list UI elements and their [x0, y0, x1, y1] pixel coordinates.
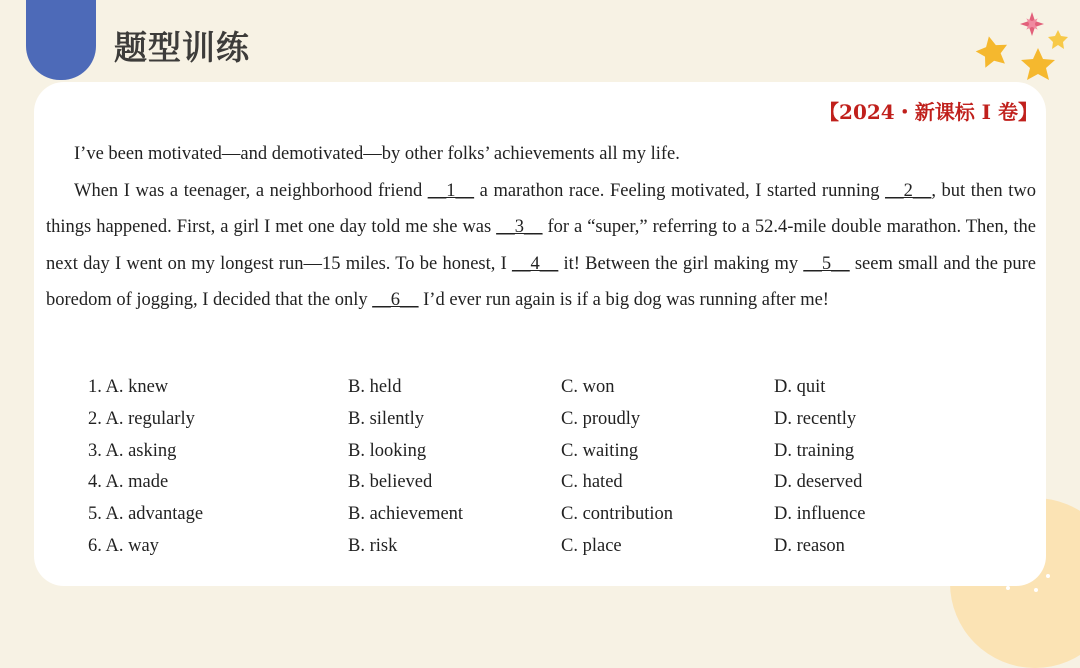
- page-title: 题型训练: [114, 28, 250, 67]
- option-a: 4. A. made: [88, 472, 169, 493]
- option-a: 3. A. asking: [88, 440, 177, 461]
- option-d: D. recently: [774, 409, 857, 430]
- passage-text: When I was a teenager, a neighborhood friend: [74, 180, 428, 201]
- option-d: D. training: [774, 440, 855, 461]
- blank-5: __5__: [803, 253, 850, 274]
- option-a: 6. A. way: [88, 535, 159, 556]
- option-c: C. contribution: [561, 504, 674, 525]
- option-b: B. achievement: [348, 504, 464, 525]
- option-c: C. waiting: [561, 440, 639, 461]
- header-tab-decoration: [26, 0, 96, 80]
- option-b: B. looking: [348, 440, 427, 461]
- passage-text: seem small and the pure boredom of jogging, I decided that the only: [46, 253, 1037, 311]
- exercise-card: [34, 82, 1046, 586]
- option-c: C. proudly: [561, 409, 641, 430]
- passage-paragraph-2: [46, 173, 1036, 319]
- blank-2: __2__: [885, 180, 932, 201]
- passage-text: I’d ever run again is if a big dog was running after me!: [418, 290, 829, 311]
- option-c: C. place: [561, 535, 622, 556]
- option-a: 2. A. regularly: [88, 409, 195, 430]
- option-b: B. silently: [348, 409, 425, 430]
- options-list: [88, 372, 988, 562]
- option-d: D. influence: [774, 504, 866, 525]
- option-b: B. held: [348, 377, 402, 398]
- option-b: B. risk: [348, 535, 398, 556]
- star-decoration-icon: [970, 8, 1080, 84]
- option-d: D. reason: [774, 535, 845, 556]
- option-row: [88, 467, 988, 499]
- source-tag: 【2024・新课标 I 卷】: [819, 100, 1038, 124]
- blank-1: __1__: [427, 180, 475, 201]
- option-d: D. quit: [774, 377, 826, 398]
- blank-3: __3__: [496, 217, 543, 238]
- option-row: [88, 530, 988, 562]
- passage-text: a marathon race. Feeling motivated, I started running: [474, 180, 886, 201]
- option-row: [88, 372, 988, 404]
- option-b: B. believed: [348, 472, 433, 493]
- passage: [46, 136, 1036, 319]
- option-c: C. won: [561, 377, 615, 398]
- blank-4: __4__: [511, 253, 559, 274]
- star-icon-left: [973, 33, 1011, 69]
- option-c: C. hated: [561, 472, 623, 493]
- passage-paragraph-1: I’ve been motivated—and demotivated—by other folks’ achievements all my life.: [74, 144, 680, 164]
- option-a: 1. A. knew: [88, 377, 169, 398]
- option-row: [88, 435, 988, 467]
- passage-text: it! Between the girl making my: [558, 253, 804, 274]
- sparkle-icon: [1020, 12, 1044, 36]
- star-icon-right: [1021, 48, 1055, 80]
- option-a: 5. A. advantage: [88, 504, 204, 525]
- blank-6: __6__: [372, 290, 419, 311]
- option-row: [88, 404, 988, 436]
- option-d: D. deserved: [774, 472, 863, 493]
- option-row: [88, 499, 988, 531]
- passage-text: for a “super,” referring to a 52.4-mile double marathon. Then, the next day I went on my longest run—15 miles. To be honest, I: [46, 217, 1036, 274]
- star-icon-small: [1048, 30, 1068, 49]
- passage-text: , but then two things happened. First, a girl I met one day told me she was: [46, 180, 1036, 238]
